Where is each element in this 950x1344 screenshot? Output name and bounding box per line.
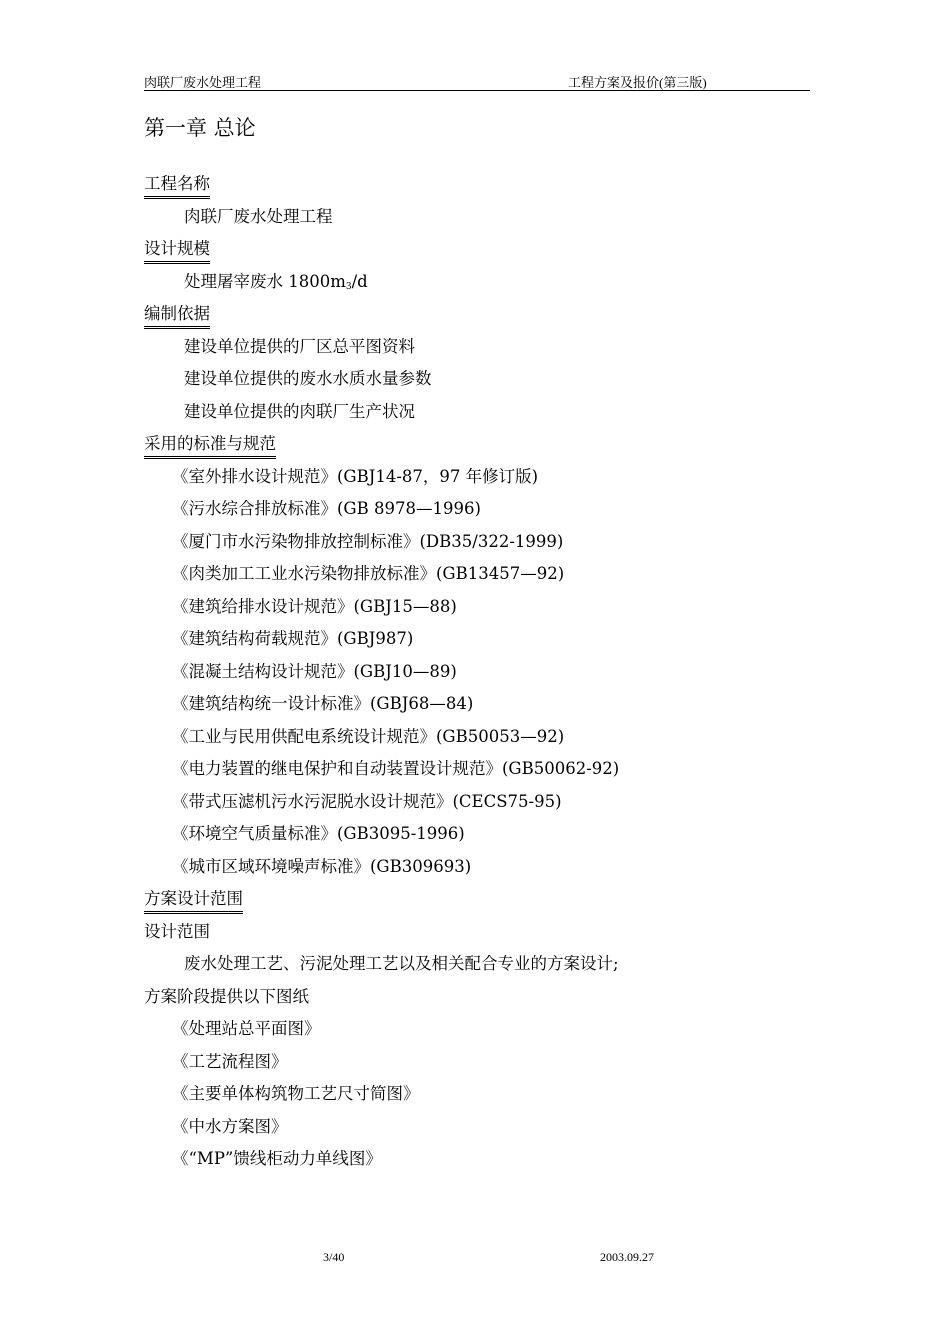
scope-subheading-design-range: 设计范围 [144,921,210,941]
standard-item: 《混凝土结构设计规范》(GBJ10—89) [172,661,457,681]
scope-design-range-text: 废水处理工艺、污泥处理工艺以及相关配合专业的方案设计; [184,954,619,973]
standard-item: 《污水综合排放标准》(GB 8978—1996) [172,499,481,518]
document-body [144,170,824,1178]
drawing-item: 《工艺流程图》 [172,1051,288,1071]
scope-subheading-drawings: 方案阶段提供以下图纸 [144,986,309,1006]
section-heading-basis: 编制依据 [144,302,210,329]
standard-item: 《室外排水设计规范》(GBJ14-87，97 年修订版) [172,466,539,486]
design-scale-suffix: /d [351,271,368,291]
section-heading-design-scale: 设计规模 [144,237,210,264]
section-heading-standards: 采用的标准与规范 [144,432,276,459]
page-number: 3/40 [323,1250,345,1264]
standard-item: 《建筑给排水设计规范》(GBJ15—88) [172,596,457,616]
design-scale-value [144,268,824,301]
header-document-title: 工程方案及报价(第三版) [568,75,707,90]
project-name-value: 肉联厂废水处理工程 [184,206,333,226]
drawing-item: 《“MP”馈线柜动力单线图》 [172,1149,382,1168]
standard-item: 《肉类加工工业水污染物排放标准》(GB13457—92) [172,564,565,583]
design-scale-unit-sub: 3 [345,281,352,292]
standard-item: 《带式压滤机污水污泥脱水设计规范》(CECS75-95) [172,791,562,811]
page-header [144,70,810,91]
standard-item: 《工业与民用供配电系统设计规范》(GB50053—92) [172,726,565,746]
chapter-title: 第一章 总论 [144,116,256,140]
header-project-name: 肉联厂废水处理工程 [144,75,262,90]
basis-item: 建设单位提供的肉联厂生产状况 [184,401,415,421]
standard-item: 《城市区域环境噪声标准》(GB309693) [172,856,472,876]
section-heading-scope: 方案设计范围 [144,887,243,914]
document-date: 2003.09.27 [600,1250,654,1264]
standard-item: 《建筑结构统一设计标准》(GBJ68—84) [172,694,474,713]
basis-item: 建设单位提供的厂区总平图资料 [184,336,415,356]
standard-item: 《建筑结构荷载规范》(GBJ987) [172,629,414,648]
basis-item: 建设单位提供的废水水质水量参数 [184,369,432,388]
drawing-item: 《中水方案图》 [172,1116,288,1136]
drawing-item: 《主要单体构筑物工艺尺寸简图》 [172,1084,420,1103]
standard-item: 《电力装置的继电保护和自动装置设计规范》(GB50062-92) [172,759,620,778]
standard-item: 《环境空气质量标准》(GB3095-1996) [172,824,465,843]
standard-item: 《厦门市水污染物排放控制标准》(DB35/322-1999) [172,531,564,551]
section-heading-project-name: 工程名称 [144,172,210,199]
drawing-item: 《处理站总平面图》 [172,1019,321,1038]
design-scale-prefix: 处理屠宰废水 1800m [184,271,346,291]
